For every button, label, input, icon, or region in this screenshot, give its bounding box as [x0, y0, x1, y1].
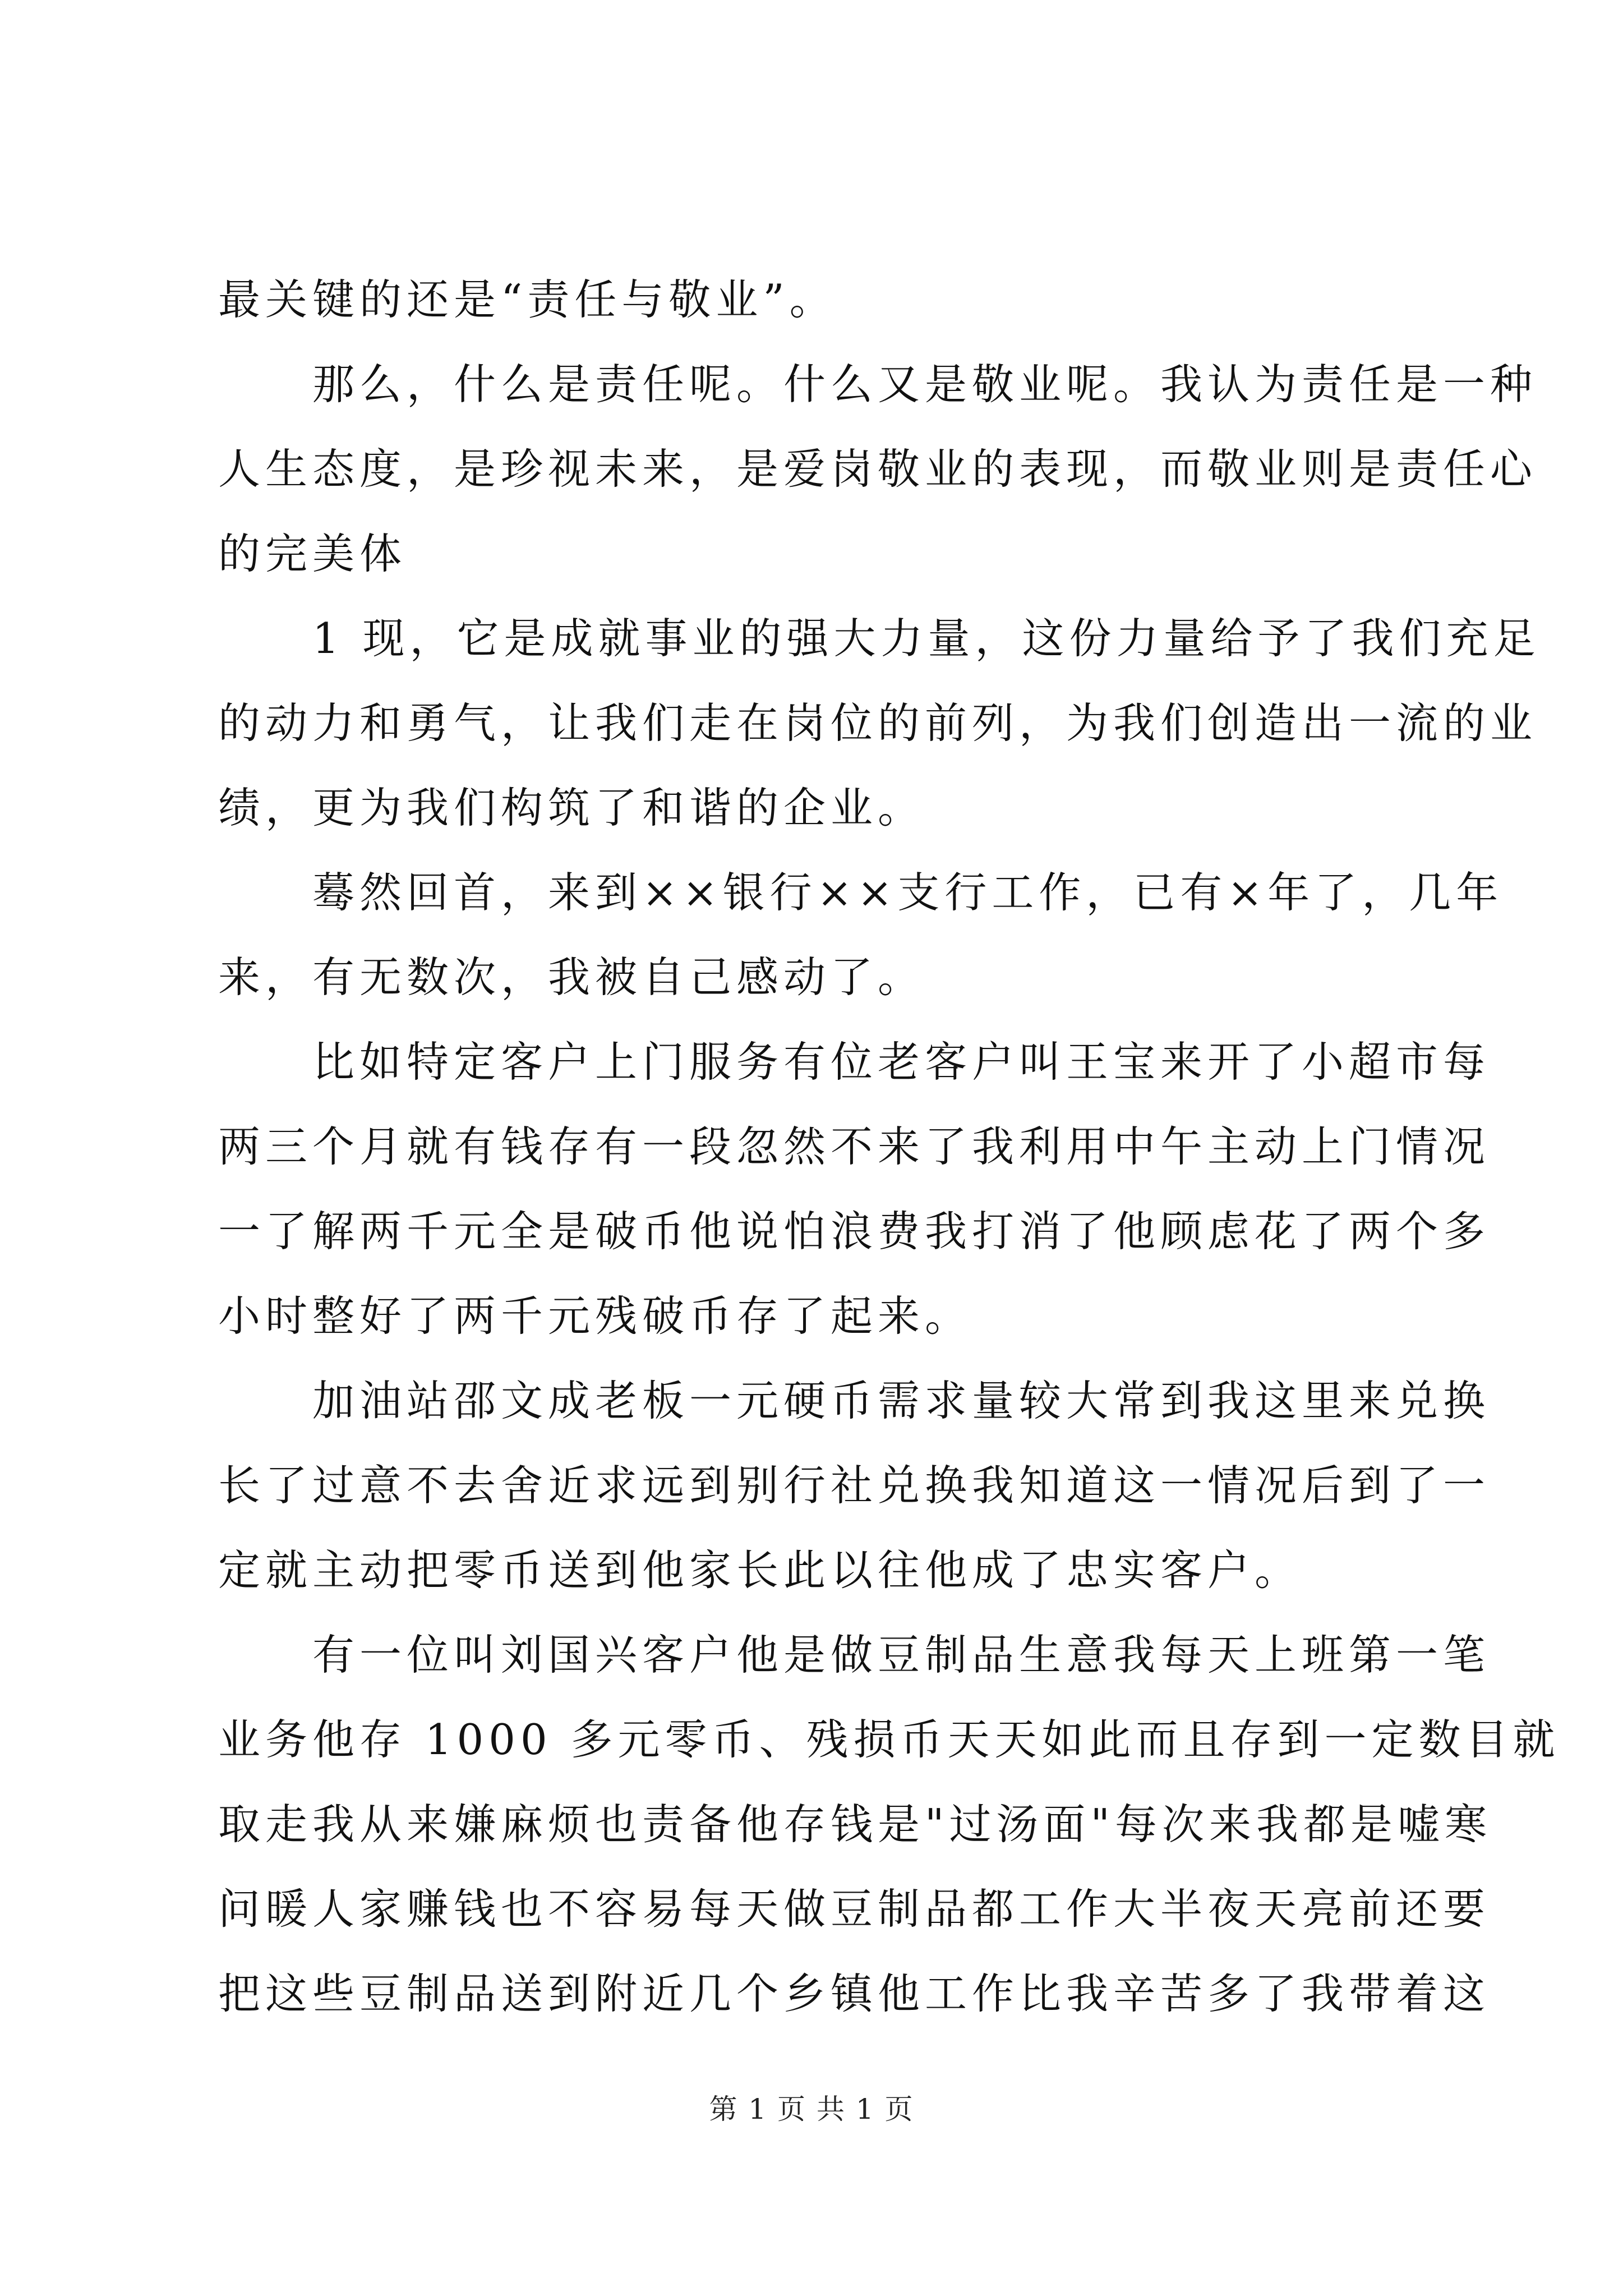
- text-line: 有一位叫刘国兴客户他是做豆制品生意我每天上班第一笔: [312, 1630, 1491, 1680]
- text-line: 人生态度，是珍视未来，是爱岗敬业的表现，而敬业则是责任心: [218, 444, 1538, 494]
- text-line: 比如特定客户上门服务有位老客户叫王宝来开了小超市每: [312, 1037, 1491, 1087]
- text-line: 取走我从来嫌麻烦也责备他存钱是"过汤面"每次来我都是嘘寒: [218, 1800, 1492, 1849]
- text-line: 那么，什么是责任呢。什么又是敬业呢。我认为责任是一种: [312, 360, 1538, 409]
- text-line: 定就主动把零币送到他家长此以往他成了忠实客户。: [218, 1545, 1302, 1595]
- text-line: 的动力和勇气，让我们走在岗位的前列，为我们创造出一流的业: [218, 698, 1538, 748]
- text-line: 长了过意不去舍近求远到别行社兑换我知道这一情况后到了一: [218, 1461, 1491, 1510]
- text-line: 加油站邵文成老板一元硬币需求量较大常到我这里来兑换: [312, 1376, 1491, 1425]
- text-line: 一了解两千元全是破币他说怕浪费我打消了他顾虑花了两个多: [218, 1207, 1491, 1256]
- text-line: 来，有无数次，我被自己感动了。: [218, 953, 925, 1002]
- text-line: 两三个月就有钱存有一段忽然不来了我利用中午主动上门情况: [218, 1122, 1491, 1171]
- text-line: 业务他存 1000 多元零币、残损币天天如此而且存到一定数目就: [218, 1715, 1560, 1764]
- text-line: 的完美体: [218, 529, 407, 578]
- text-line: 问暖人家赚钱也不容易每天做豆制品都工作大半夜天亮前还要: [218, 1884, 1491, 1934]
- text-line: 把这些豆制品送到附近几个乡镇他工作比我辛苦多了我带着这: [218, 1969, 1491, 2018]
- text-line: 绩，更为我们构筑了和谐的企业。: [218, 783, 925, 832]
- page-number-label: 第 1 页 共 1 页: [709, 2093, 914, 2125]
- text-line: 蓦然回首，来到××银行××支行工作，已有×年了，几年: [312, 868, 1504, 917]
- text-line: 1 现，它是成就事业的强大力量，这份力量给予了我们充足: [312, 614, 1541, 663]
- page-footer: [0, 2090, 1623, 2129]
- text-line: 最关键的还是“责任与敬业”。: [218, 275, 837, 324]
- document-body: [218, 257, 1560, 2036]
- text-line: 小时整好了两千元残破币存了起来。: [218, 1291, 972, 1341]
